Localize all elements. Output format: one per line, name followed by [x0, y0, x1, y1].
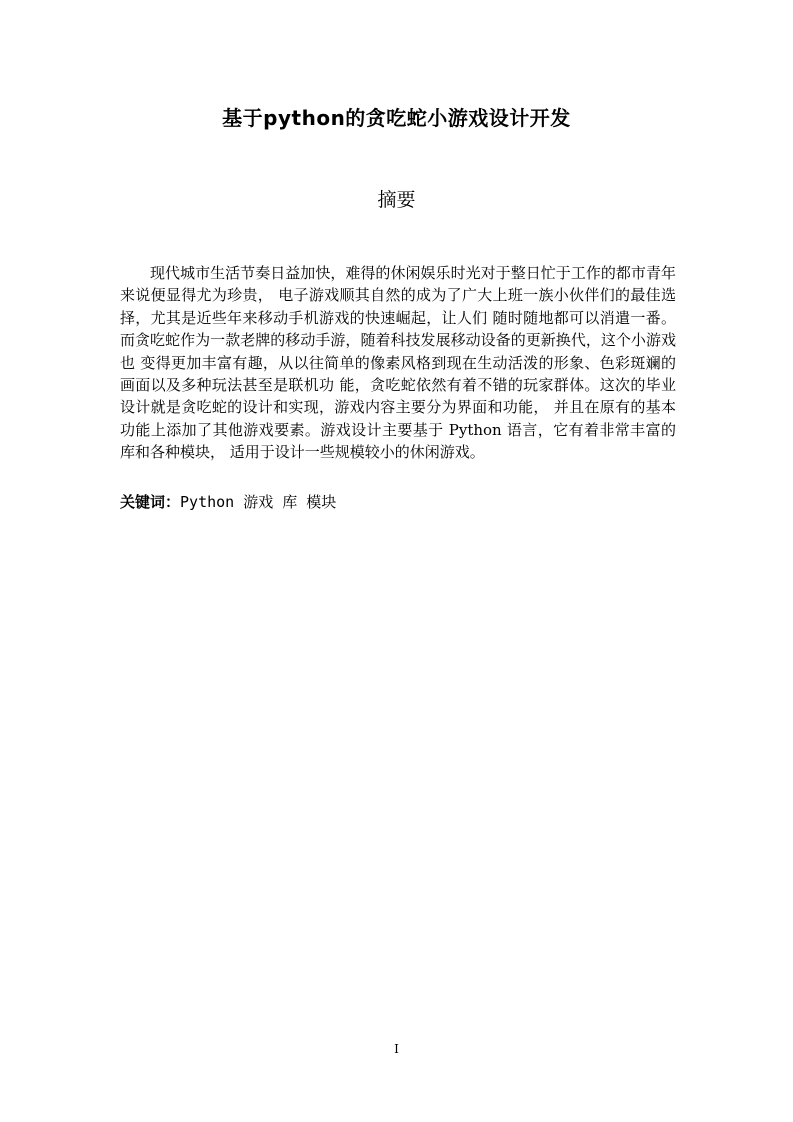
document-title: 基于python的贪吃蛇小游戏设计开发	[222, 106, 571, 130]
abstract-heading: 摘要	[377, 189, 416, 211]
page-number: I	[394, 1042, 399, 1056]
keywords-line	[120, 491, 336, 513]
abstract-body: 现代城市生活节奏日益加快，难得的休闲娱乐时光对于整日忙于工作的都市青年来说便显得尤为珍贵， 电子游戏顺其自然的成为了广大上班一族小伙伴们的最佳选择，尤其是近些年来移动手机游戏的快速崛起，让人们 随时随地都可以消遣一番。而贪吃蛇作为一款老牌的移动手游，随着科技发展移动设备的更新换代，这个小游戏也 变得更加丰富有趣，从以往简单的像素风格到现在生动活泼的形象、色彩斑斓的画面以及多种玩法甚至是联机功 能，贪吃蛇依然有着不错的玩家群体。这次的毕业设计就是贪吃蛇的设计和实现，游戏内容主要分为界面和功能， 并且在原有的基本功能上添加了其他游戏要素。游戏设计主要基于 Python 语言，它有着非常丰富的库和各种模块， 适用于设计一些规模较小的休闲游戏。	[120, 264, 676, 462]
keywords-value: Python 游戏 库 模块	[180, 493, 337, 511]
keywords-label: 关键词：	[120, 493, 181, 511]
